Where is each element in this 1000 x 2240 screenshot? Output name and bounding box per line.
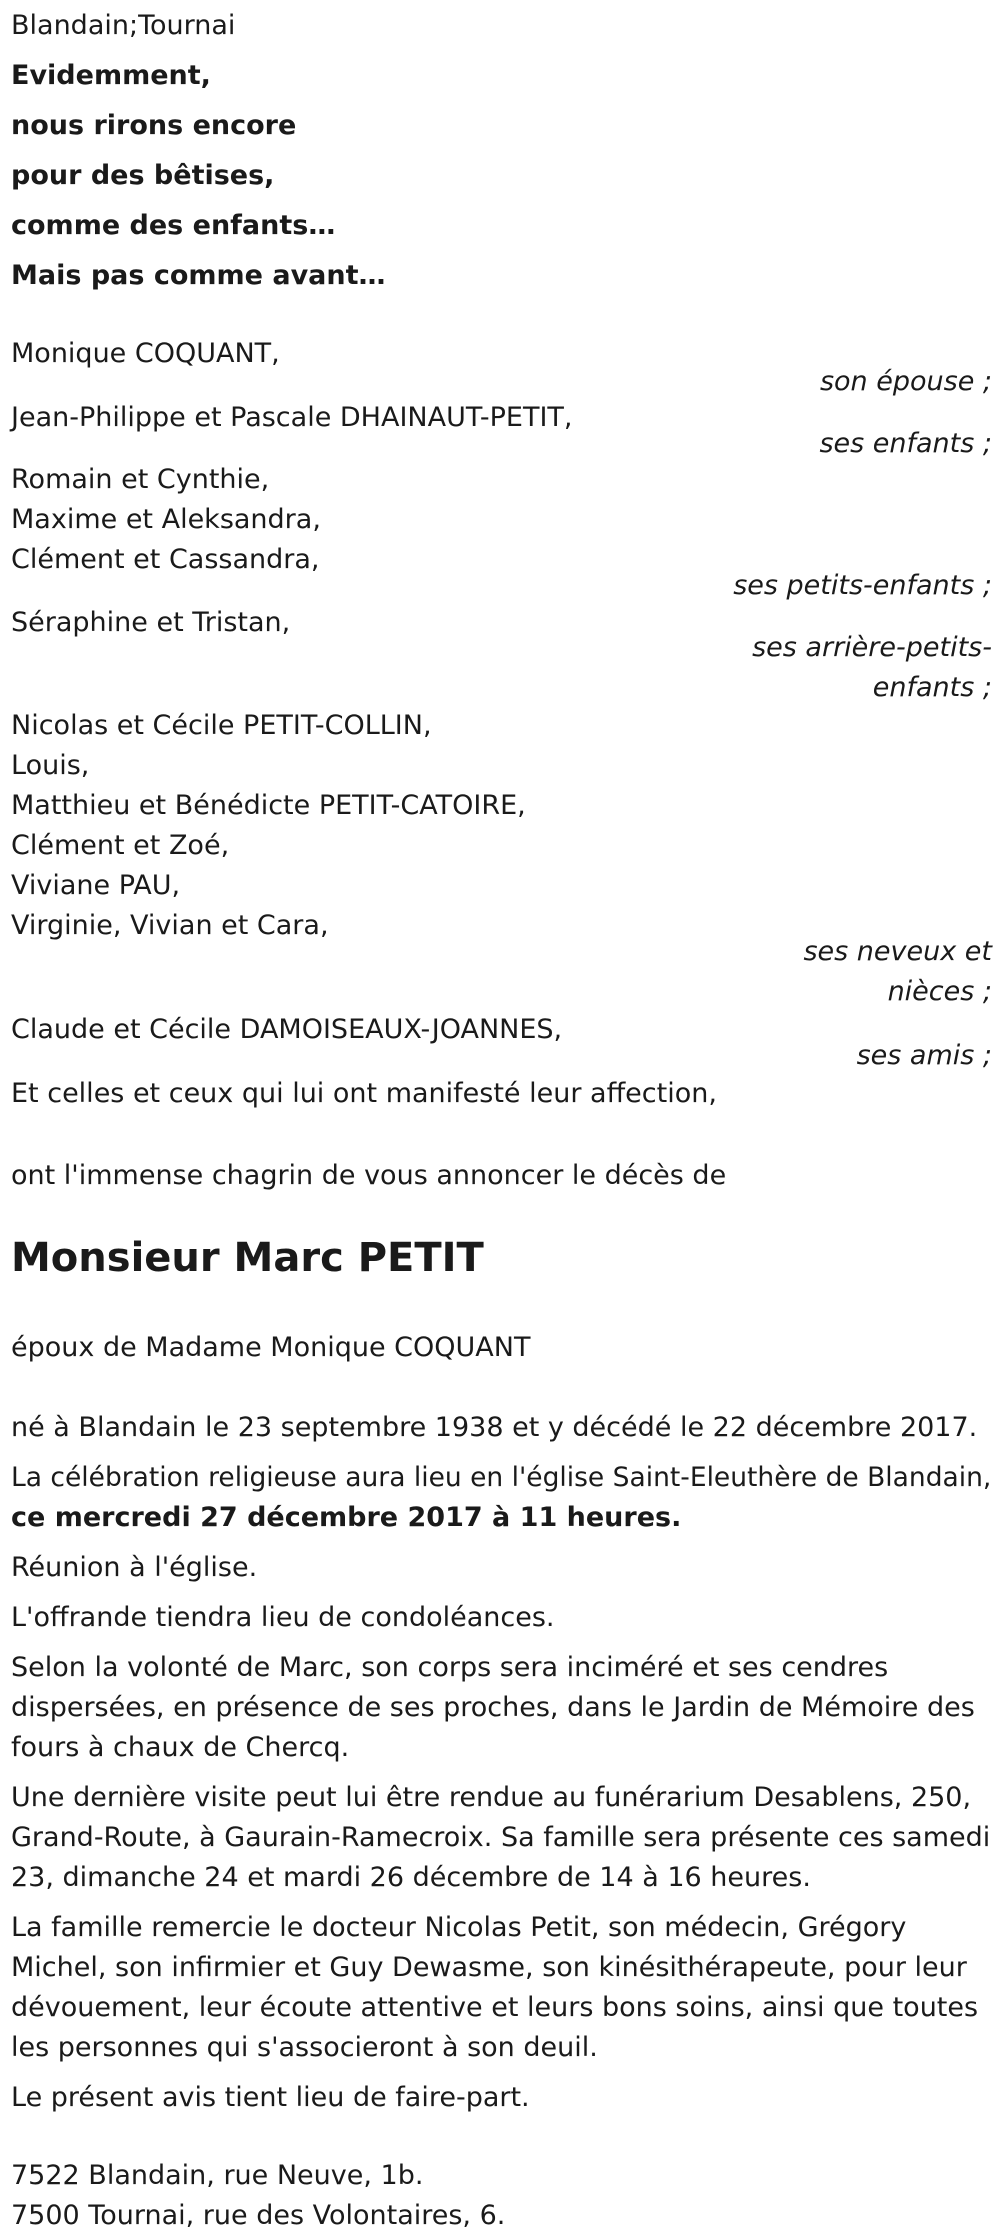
friends-name: Claude et Cécile DAMOISEAUX-JOANNES, [11,1014,563,1045]
visit-line: 23, dimanche 24 et mardi 26 décembre de 14 à 16 heures. [11,1862,811,1893]
nephew-name: Matthieu et Bénédicte PETIT-CATOIRE, [11,790,526,821]
thanks-line: La famille remercie le docteur Nicolas Petit, son médecin, Grégory [11,1912,907,1943]
cremation-line: fours à chaux de Chercq. [11,1732,350,1763]
nephews-relation: nièces ; [887,976,992,1007]
meeting-line: Réunion à l'église. [11,1552,258,1583]
notice-line: Le présent avis tient lieu de faire-part. [11,2082,530,2113]
address-line: 7500 Tournai, rue des Volontaires, 6. [11,2200,506,2231]
children-relation: ses enfants ; [819,428,992,459]
great-grandchildren-name: Séraphine et Tristan, [11,607,291,638]
poem-line: nous rirons encore [11,110,297,141]
great-grandchildren-relation: ses arrière-petits- [752,632,992,663]
poem-line: pour des bêtises, [11,160,275,191]
grandchildren-relation: ses petits-enfants ; [733,570,992,601]
ceremony-date: ce mercredi 27 décembre 2017 à 11 heures. [11,1502,682,1533]
nephew-name: Nicolas et Cécile PETIT-COLLIN, [11,710,432,741]
location-header: Blandain;Tournai [11,10,236,41]
nephew-name: Virginie, Vivian et Cara, [11,910,329,941]
ceremony-line: La célébration religieuse aura lieu en l'église Saint-Eleuthère de Blandain, [11,1462,992,1493]
deceased-name: Monsieur Marc PETIT [11,1235,484,1281]
grandchild-name: Maxime et Aleksandra, [11,504,321,535]
thanks-line: dévouement, leur écoute attentive et leurs bons soins, ainsi que toutes [11,1992,979,2023]
offering-line: L'offrande tiendra lieu de condoléances. [11,1602,555,1633]
announcement: ont l'immense chagrin de vous annoncer le décès de [11,1160,727,1191]
poem-line: Evidemment, [11,60,211,91]
others-line: Et celles et ceux qui lui ont manifesté leur affection, [11,1078,717,1109]
poem-line: Mais pas comme avant… [11,260,386,291]
nephew-name: Viviane PAU, [11,870,181,901]
poem-line: comme des enfants… [11,210,336,241]
nephews-relation: ses neveux et [803,936,992,967]
grandchild-name: Clément et Cassandra, [11,544,320,575]
great-grandchildren-relation: enfants ; [872,672,992,703]
nephew-name: Clément et Zoé, [11,830,230,861]
nephew-name: Louis, [11,750,90,781]
spouse-name: Monique COQUANT, [11,338,280,369]
cremation-line: Selon la volonté de Marc, son corps sera inciméré et ses cendres [11,1652,889,1683]
thanks-line: les personnes qui s'associeront à son deuil. [11,2032,598,2063]
children-name: Jean-Philippe et Pascale DHAINAUT-PETIT, [11,402,573,433]
born-died: né à Blandain le 23 septembre 1938 et y décédé le 22 décembre 2017. [11,1412,978,1443]
visit-line: Une dernière visite peut lui être rendue au funérarium Desablens, 250, [11,1782,972,1813]
thanks-line: Michel, son infirmier et Guy Dewasme, son kinésithérapeute, pour leur [11,1952,967,1983]
spouse-of: époux de Madame Monique COQUANT [11,1332,531,1363]
visit-line: Grand-Route, à Gaurain-Ramecroix. Sa famille sera présente ces samedi [11,1822,991,1853]
grandchild-name: Romain et Cynthie, [11,464,270,495]
cremation-line: dispersées, en présence de ses proches, dans le Jardin de Mémoire des [11,1692,975,1723]
address-line: 7522 Blandain, rue Neuve, 1b. [11,2160,424,2191]
spouse-relation: son épouse ; [819,366,992,397]
friends-relation: ses amis ; [856,1040,992,1071]
